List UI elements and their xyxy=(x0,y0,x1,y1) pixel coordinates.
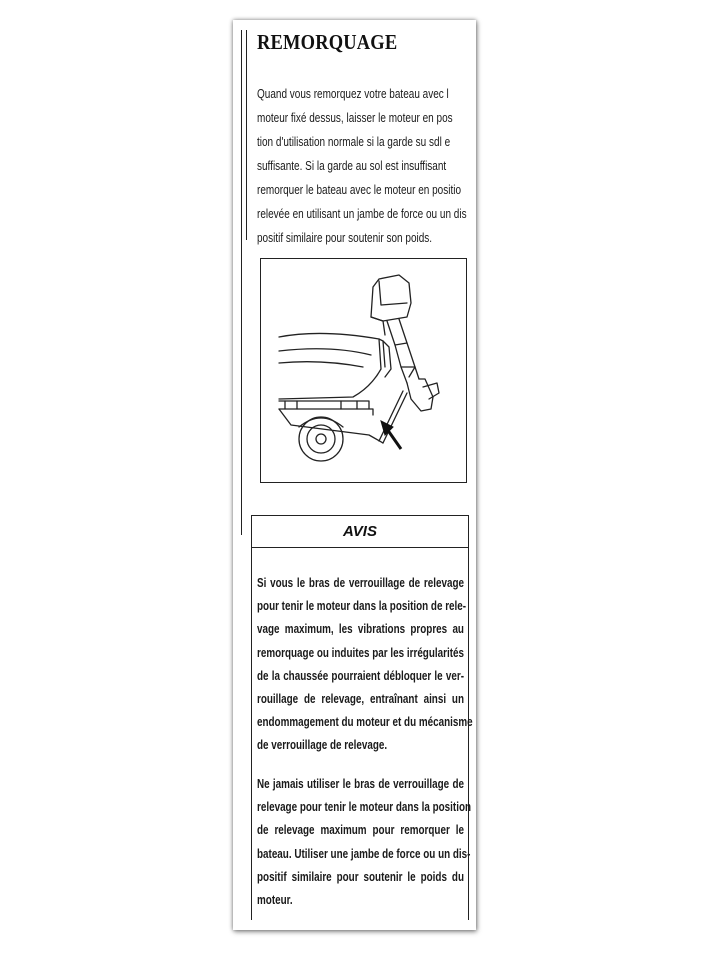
notice-line: de relevage maximum pour remorquer le xyxy=(257,823,464,838)
margin-rule-left xyxy=(241,30,242,535)
intro-line: tion d'utilisation normale si la garde su sdl e xyxy=(257,135,451,149)
notice-line: pour tenir le moteur dans la position de rele- xyxy=(257,599,467,614)
intro-line: Quand vous remorquez votre bateau avec l xyxy=(257,87,449,101)
document-page xyxy=(233,20,476,930)
notice-paragraph-1 xyxy=(257,572,473,758)
notice-line: bateau. Utiliser une jambe de force ou un dis- xyxy=(257,846,471,861)
notice-line: vage maximum, les vibrations propres au xyxy=(257,622,464,637)
notice-line: positif similaire pour soutenir le poids du xyxy=(257,869,464,884)
illustration-drawing xyxy=(261,259,468,484)
notice-line: endommagement du moteur et du mécanisme xyxy=(257,715,473,730)
notice-line: remorquage ou induites par les irrégularités xyxy=(257,645,464,660)
notice-line: Si vous le bras de verrouillage de relevage xyxy=(257,576,464,590)
notice-heading: AVIS xyxy=(252,516,468,548)
notice-line: de verrouillage de relevage. xyxy=(257,738,388,753)
intro-line: relevée en utilisant un jambe de force ou un dis xyxy=(257,207,467,221)
notice-line: Ne jamais utiliser le bras de verrouillage de xyxy=(257,777,464,791)
page-title: REMORQUAGE xyxy=(257,30,398,54)
notice-box xyxy=(251,515,473,920)
margin-rule-right xyxy=(246,30,247,240)
notice-line: relevage pour tenir le moteur dans la position xyxy=(257,800,472,815)
intro-line: suffisante. Si la garde au sol est insuffisant xyxy=(257,159,447,173)
intro-line: moteur fixé dessus, laisser le moteur en pos xyxy=(257,111,453,125)
notice-line: rouillage de relevage, entraînant ainsi un xyxy=(257,692,464,707)
notice-line: moteur. xyxy=(257,893,293,908)
intro-line: positif similaire pour soutenir son poids. xyxy=(257,231,433,245)
intro-line: remorquer le bateau avec le moteur en positio xyxy=(257,183,462,197)
notice-line: de la chaussée pourraient débloquer le ver- xyxy=(257,668,464,683)
boat-trailer-illustration xyxy=(260,258,467,483)
intro-paragraph xyxy=(257,82,476,250)
notice-paragraph-2 xyxy=(257,773,472,912)
